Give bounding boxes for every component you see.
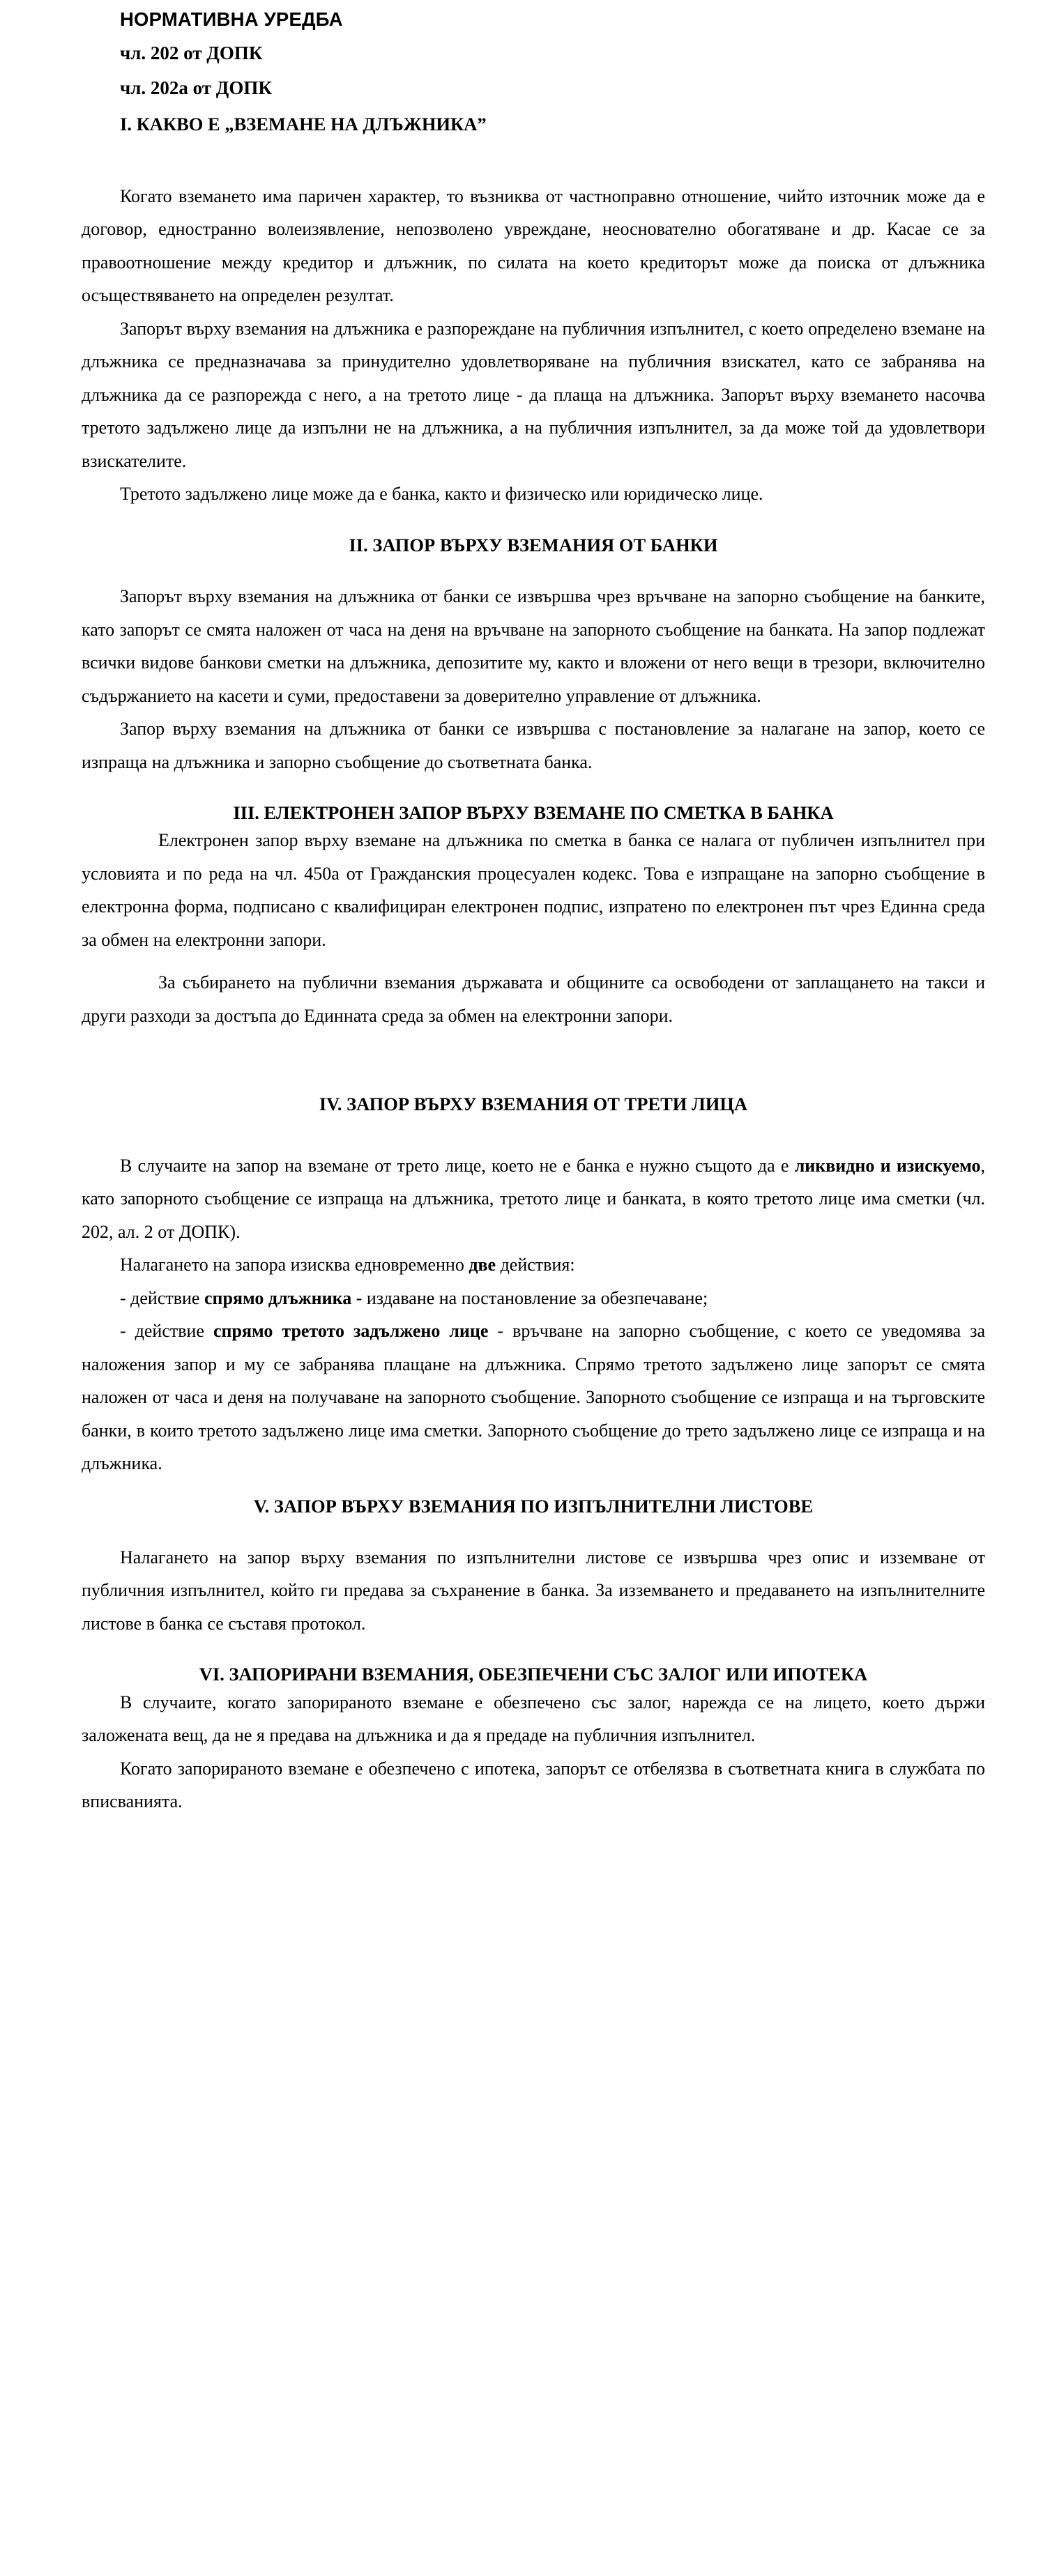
document-body [58,10,985,1818]
emphasis-two: две [469,1255,496,1275]
section-heading-vi: VI. ЗАПОРИРАНИ ВЗЕМАНИЯ, ОБЕЗПЕЧЕНИ СЪС ЗАЛОГ ИЛИ ИПОТЕКА [199,1664,868,1685]
statute-reference-202a: чл. 202а от ДОПК [120,77,272,98]
bullet-1-part-b: - издаване на постановление за обезпечаване; [351,1287,708,1308]
bullet-2-part-a: - действие [120,1321,213,1342]
section-heading-v: V. ЗАПОР ВЪРХУ ВЗЕМАНИЯ ПО ИЗПЪЛНИТЕЛНИ ЛИСТОВЕ [253,1495,814,1517]
section-iii-paragraph-1: Електронен запор върху вземане на длъжника по сметка в банка се налага от публичен изпълнител при условията и по реда на чл. 450а от Гражданския процесуален кодекс. Това е изпращане на запорно съобщение в електронна форма, подписано с квалифициран електронен подпис, изпратено по електронен път чрез Единна среда за обмен на електронни запори. [82,830,985,950]
emphasis-liquid-due: ликвидно и изискуемо [794,1155,981,1176]
section-iii-paragraph-2: За събирането на публични вземания държавата и общините са освободени от заплащането на такси и други разходи за достъпа до Единната среда за обмен на електронни запори. [82,972,985,1026]
section-iv-paragraph-2 [82,1248,985,1282]
section-ii-paragraph-2: Запор върху вземания на длъжника от банки се извършва с постановление за налагане на запор, което се изпраща на длъжника и запорно съобщение до съответната банка. [82,719,985,772]
section-i-paragraph-3: Третото задължено лице може да е банка, както и физическо или юридическо лице. [120,484,763,505]
section-heading-iii: III. ЕЛЕКТРОНЕН ЗАПОР ВЪРХУ ВЗЕМАНЕ ПО СМЕТКА В БАНКА [233,802,834,824]
section-heading-ii: II. ЗАПОР ВЪРХУ ВЗЕМАНИЯ ОТ БАНКИ [349,534,718,555]
section-iv-bullet-1 [82,1282,985,1315]
document-title: НОРМАТИВНА УРЕДБА [120,8,343,30]
section-iv-p1-part-b: , като запорното съобщение се изпраща на длъжника, третото лице и банката, в която третото лице има сметки (чл. 202, ал. 2 от ДОПК). [82,1155,985,1242]
section-v-paragraph-1: Налагането на запор върху вземания по изпълнителни листове се извършва чрез опис и изземване от публичния изпълнител, който ги предава за съхранение в банка. За изземването и предаването на изпълнителните листове в банка се съставя протокол. [82,1547,985,1634]
statute-reference-202: чл. 202 от ДОПК [120,42,263,63]
emphasis-toward-debtor: спрямо длъжника [204,1287,352,1308]
section-iv-p1-part-a: В случаите на запор на вземане от трето лице, което не е банка е нужно същото да е [120,1155,795,1176]
section-vi-paragraph-1: В случаите, когато запорираното вземане е обезпечено със залог, нарежда се на лицето, което държи заложената вещ, да не я предава на длъжника и да я предаде на публичния изпълнител. [82,1692,985,1746]
bullet-2-part-b: - връчване на запорно съобщение, с което се уведомява за наложения запор и му се забранява плащане на длъжника. Спрямо третото задължено лице запорът се смята наложен от часа и деня на получаване на запорното съобщение. Запорното съобщение се изпраща и на търговските банки, в които третото задължено лице има сметки. Запорното съобщение до трето задължено лице се изпраща и на длъжника. [82,1321,986,1474]
emphasis-toward-third-party: спрямо третото задължено лице [213,1321,489,1342]
section-vi-paragraph-2: Когато запорираното вземане е обезпечено с ипотека, запорът се отбелязва в съответната книга в службата по вписванията. [82,1758,985,1812]
section-heading-iv: IV. ЗАПОР ВЪРХУ ВЗЕМАНИЯ ОТ ТРЕТИ ЛИЦА [319,1094,748,1115]
section-iv-paragraph-1 [82,1149,985,1249]
section-i-paragraph-2: Запорът върху вземания на длъжника е разпореждане на публичния изпълнител, с което определено вземане на длъжника се предназначава за принудително удовлетворяване на публичния взискател, като се забранява на длъжника да се разпорежда с него, а на третото лице - да плаща на длъжника. Запорът върху вземането насочва третото задължено лице да изпълни не на длъжника, а на публичния изпълнител, за да може той да удовлетвори взискателите. [82,318,985,471]
section-heading-i: I. КАКВО Е „ВЗЕМАНЕ НА ДЛЪЖНИКА” [120,113,487,135]
section-iv-p2-part-a: Налагането на запора изисква едновременно [120,1255,469,1275]
section-i-paragraph-1: Когато вземането има паричен характер, то възниква от частноправно отношение, чийто източник може да е договор, едностранно волеизявление, непозволено увреждане, неоснователно обогатяване и др. Касае се за правоотношение между кредитор и длъжник, по силата на което кредиторът може да поиска от длъжника осъществяването на определен резултат. [82,185,985,306]
section-iv-bullet-2 [82,1314,985,1480]
section-ii-paragraph-1: Запорът върху вземания на длъжника от банки се извършва чрез връчване на запорно съобщение на банките, като запорът се смята наложен от часа на деня на връчване на запорното съобщение на банката. На запор подлежат всички видове банкови сметки на длъжника, депозитите му, както и вложени от него вещи в трезори, включително съдържанието на касети и суми, предоставени за доверително управление от длъжника. [82,586,985,706]
bullet-1-part-a: - действие [120,1287,204,1308]
section-iv-p2-part-b: действия: [496,1255,575,1275]
